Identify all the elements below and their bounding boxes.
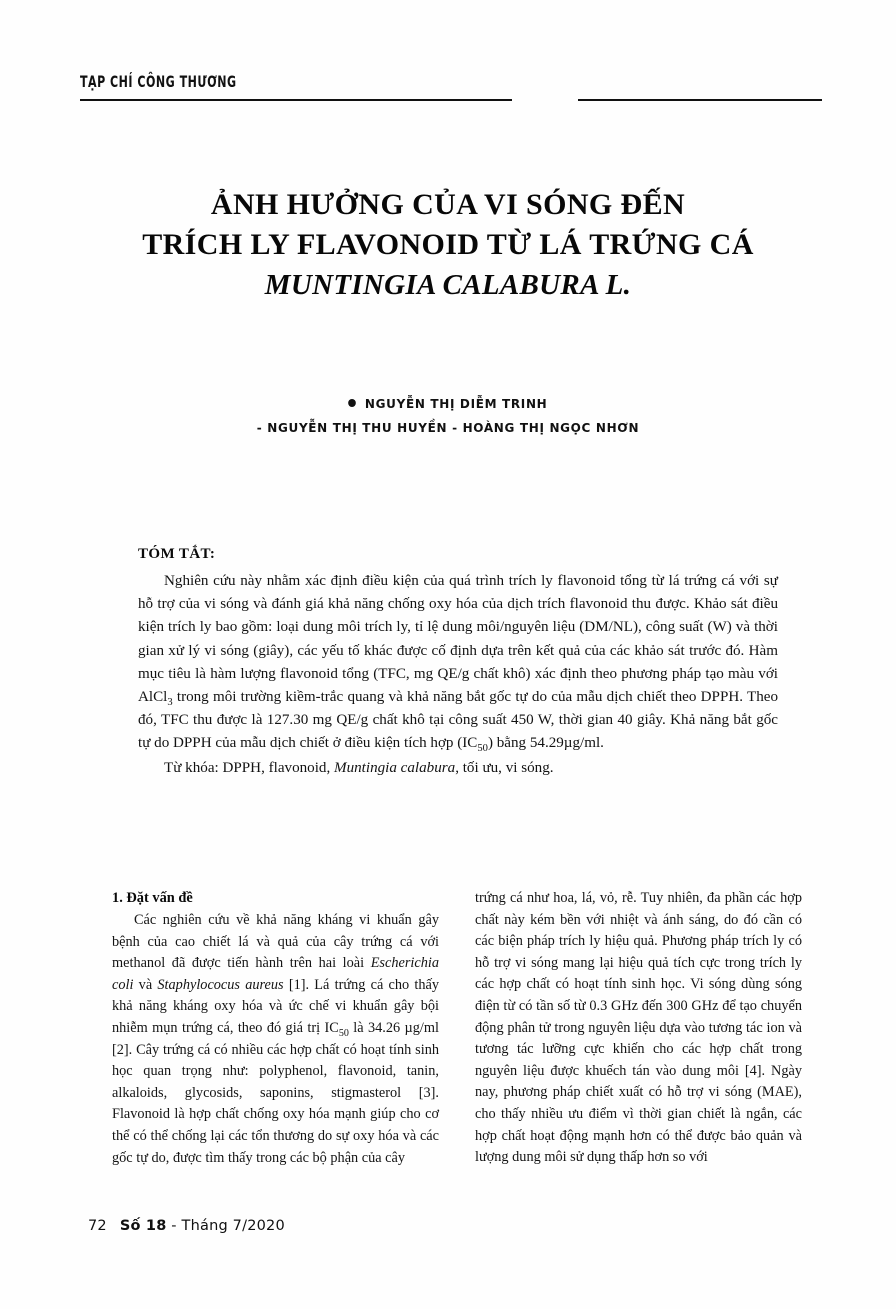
- author-line-2: - NGUYỄN THỊ THU HUYỀN - HOÀNG THỊ NGỌC NHƠN: [256, 420, 640, 435]
- footer-page-number: 72: [88, 1218, 107, 1234]
- abstract-section: [138, 546, 778, 780]
- body-columns: [112, 888, 802, 1206]
- page-title: [88, 185, 808, 305]
- keywords-label: Từ khóa:: [164, 759, 223, 776]
- title-line-2: TRÍCH LY FLAVONOID TỪ LÁ TRỨNG CÁ: [142, 228, 754, 261]
- page-footer: [88, 1218, 285, 1234]
- column-right: [475, 888, 802, 1206]
- header-rule-right: [578, 99, 822, 101]
- footer-date: - Tháng 7/2020: [166, 1218, 285, 1234]
- masthead-title: TẠP CHÍ CÔNG THƯƠNG: [80, 72, 237, 92]
- abstract-text-1: Nghiên cứu này nhằm xác định điều kiện của quá trình trích ly flavonoid tổng từ lá trứng cá với sự hỗ trợ của vi sóng và đánh giá khả năng chống oxy hóa của dịch trích flavonoid thu được. Khảo sát điều kiện trích ly bao gồm: loại dung môi trích ly, tỉ lệ dung môi/nguyên liệu (DM/NL), công suất (W) và thời gian xử lý vi sóng (giây), các yếu tố khác được cố định dựa trên kết quả của các khảo sát trước đó. Hàm mục tiêu là hàm lượng flavonoid tổng (TFC, mg QE/g chất khô) xác định theo phương pháp tạo màu với AlCl: [138, 573, 778, 706]
- left-species-2: Staphylococus aureus: [157, 976, 284, 993]
- abstract-heading: TÓM TẮT:: [138, 546, 216, 562]
- keywords-text-2: , tối ưu, vi sóng.: [455, 759, 554, 776]
- abstract-subscript-2: 50: [477, 743, 488, 755]
- abstract-text-2: trong môi trường kiềm-trắc quang và khả năng bắt gốc tự do của mẫu dịch chiết theo DPPH. Theo đó, TFC thu được là 127.30 mg QE/g chất khô tại công suất 450 W, thời gian 40 giây. Khả năng bắt gốc tự do DPPH của mẫu dịch chiết ở điều kiện tích hợp (IC: [138, 689, 778, 752]
- left-text-4: là 34.26 µg/ml [2]. Cây trứng cá có nhiều các hợp chất có hoạt tính sinh học quan trọng như: polyphenol, flavonoid, tanin, alkaloids, glycosids, saponins, stigmasterol [3]. Flavonoid là hợp chất chống oxy hóa mạnh giúp cho cơ thể có thể chống lại các tổn thương do sự oxy hóa và các gốc tự do, được tìm thấy trong các bộ phận của cây: [112, 1019, 440, 1166]
- footer-issue: Số 18: [119, 1218, 167, 1234]
- abstract-text-3: ) bằng 54.29µg/ml.: [487, 735, 604, 752]
- left-species-1: Escherichia coli: [112, 955, 439, 993]
- author-list: [88, 392, 808, 440]
- section-heading-1: 1. Đặt vấn đề: [112, 890, 193, 906]
- header-rules: [80, 99, 822, 102]
- header-rule-left: [80, 99, 512, 101]
- column-left: [112, 888, 439, 1206]
- masthead: [80, 72, 822, 94]
- left-text-3: [1]. Lá trứng cá cho thấy khả năng kháng oxy hóa và ức chế vi khuẩn gây bội nhiễm mụn trứng cá, theo đó giá trị IC: [112, 976, 440, 1036]
- keywords-species: Muntingia calabura: [334, 759, 456, 776]
- left-text-1: Các nghiên cứu về khả năng kháng vi khuẩn gây bệnh của cao chiết lá và quả của cây trứng cá với methanol đã được tiến hành trên hai loài: [112, 912, 439, 972]
- keywords-text-1: DPPH, flavonoid,: [222, 759, 335, 776]
- abstract-body: [138, 570, 778, 756]
- title-line-3-species: MUNTINGIA CALABURA L.: [264, 269, 632, 301]
- author-line-1: [102, 392, 793, 416]
- bullet-icon: [349, 399, 357, 407]
- left-subscript-1: 50: [338, 1027, 349, 1039]
- left-text-2: và: [133, 976, 158, 993]
- author-name-primary: NGUYỄN THỊ DIỄM TRINH: [364, 396, 548, 411]
- abstract-subscript-1: 3: [167, 697, 173, 709]
- left-column-paragraph: [112, 910, 439, 1169]
- title-line-1: ẢNH HƯỞNG CỦA VI SÓNG ĐẾN: [210, 188, 686, 221]
- abstract-keywords: [138, 757, 778, 780]
- right-column-paragraph: trứng cá như hoa, lá, vỏ, rễ. Tuy nhiên, đa phần các hợp chất này kém bền với nhiệt và ánh sáng, do đó cần có các biện pháp trích ly hiệu quả. Phương pháp trích ly có hỗ trợ vi sóng mang lại hiệu quả tích cực trong trích ly các hợp chất có hoạt tính sinh học. Vi sóng dùng sóng điện từ có tần số từ 0.3 GHz đến 300 GHz để tạo chuyển động phân tử trong nguyên liệu dựa vào tương tác ion và tương tác lưỡng cực khiến cho các hợp chất trong nguyên liệu được khuếch tán vào dung môi [4]. Ngày nay, phương pháp chiết xuất có hỗ trợ vi sóng (MAE), cho thấy nhiều ưu điểm vì thời gian chiết là ngắn, các hợp chất hoạt động mạnh hơn có thể được bảo quản và lượng dung môi sử dụng thấp hơn so với: [475, 890, 802, 1166]
